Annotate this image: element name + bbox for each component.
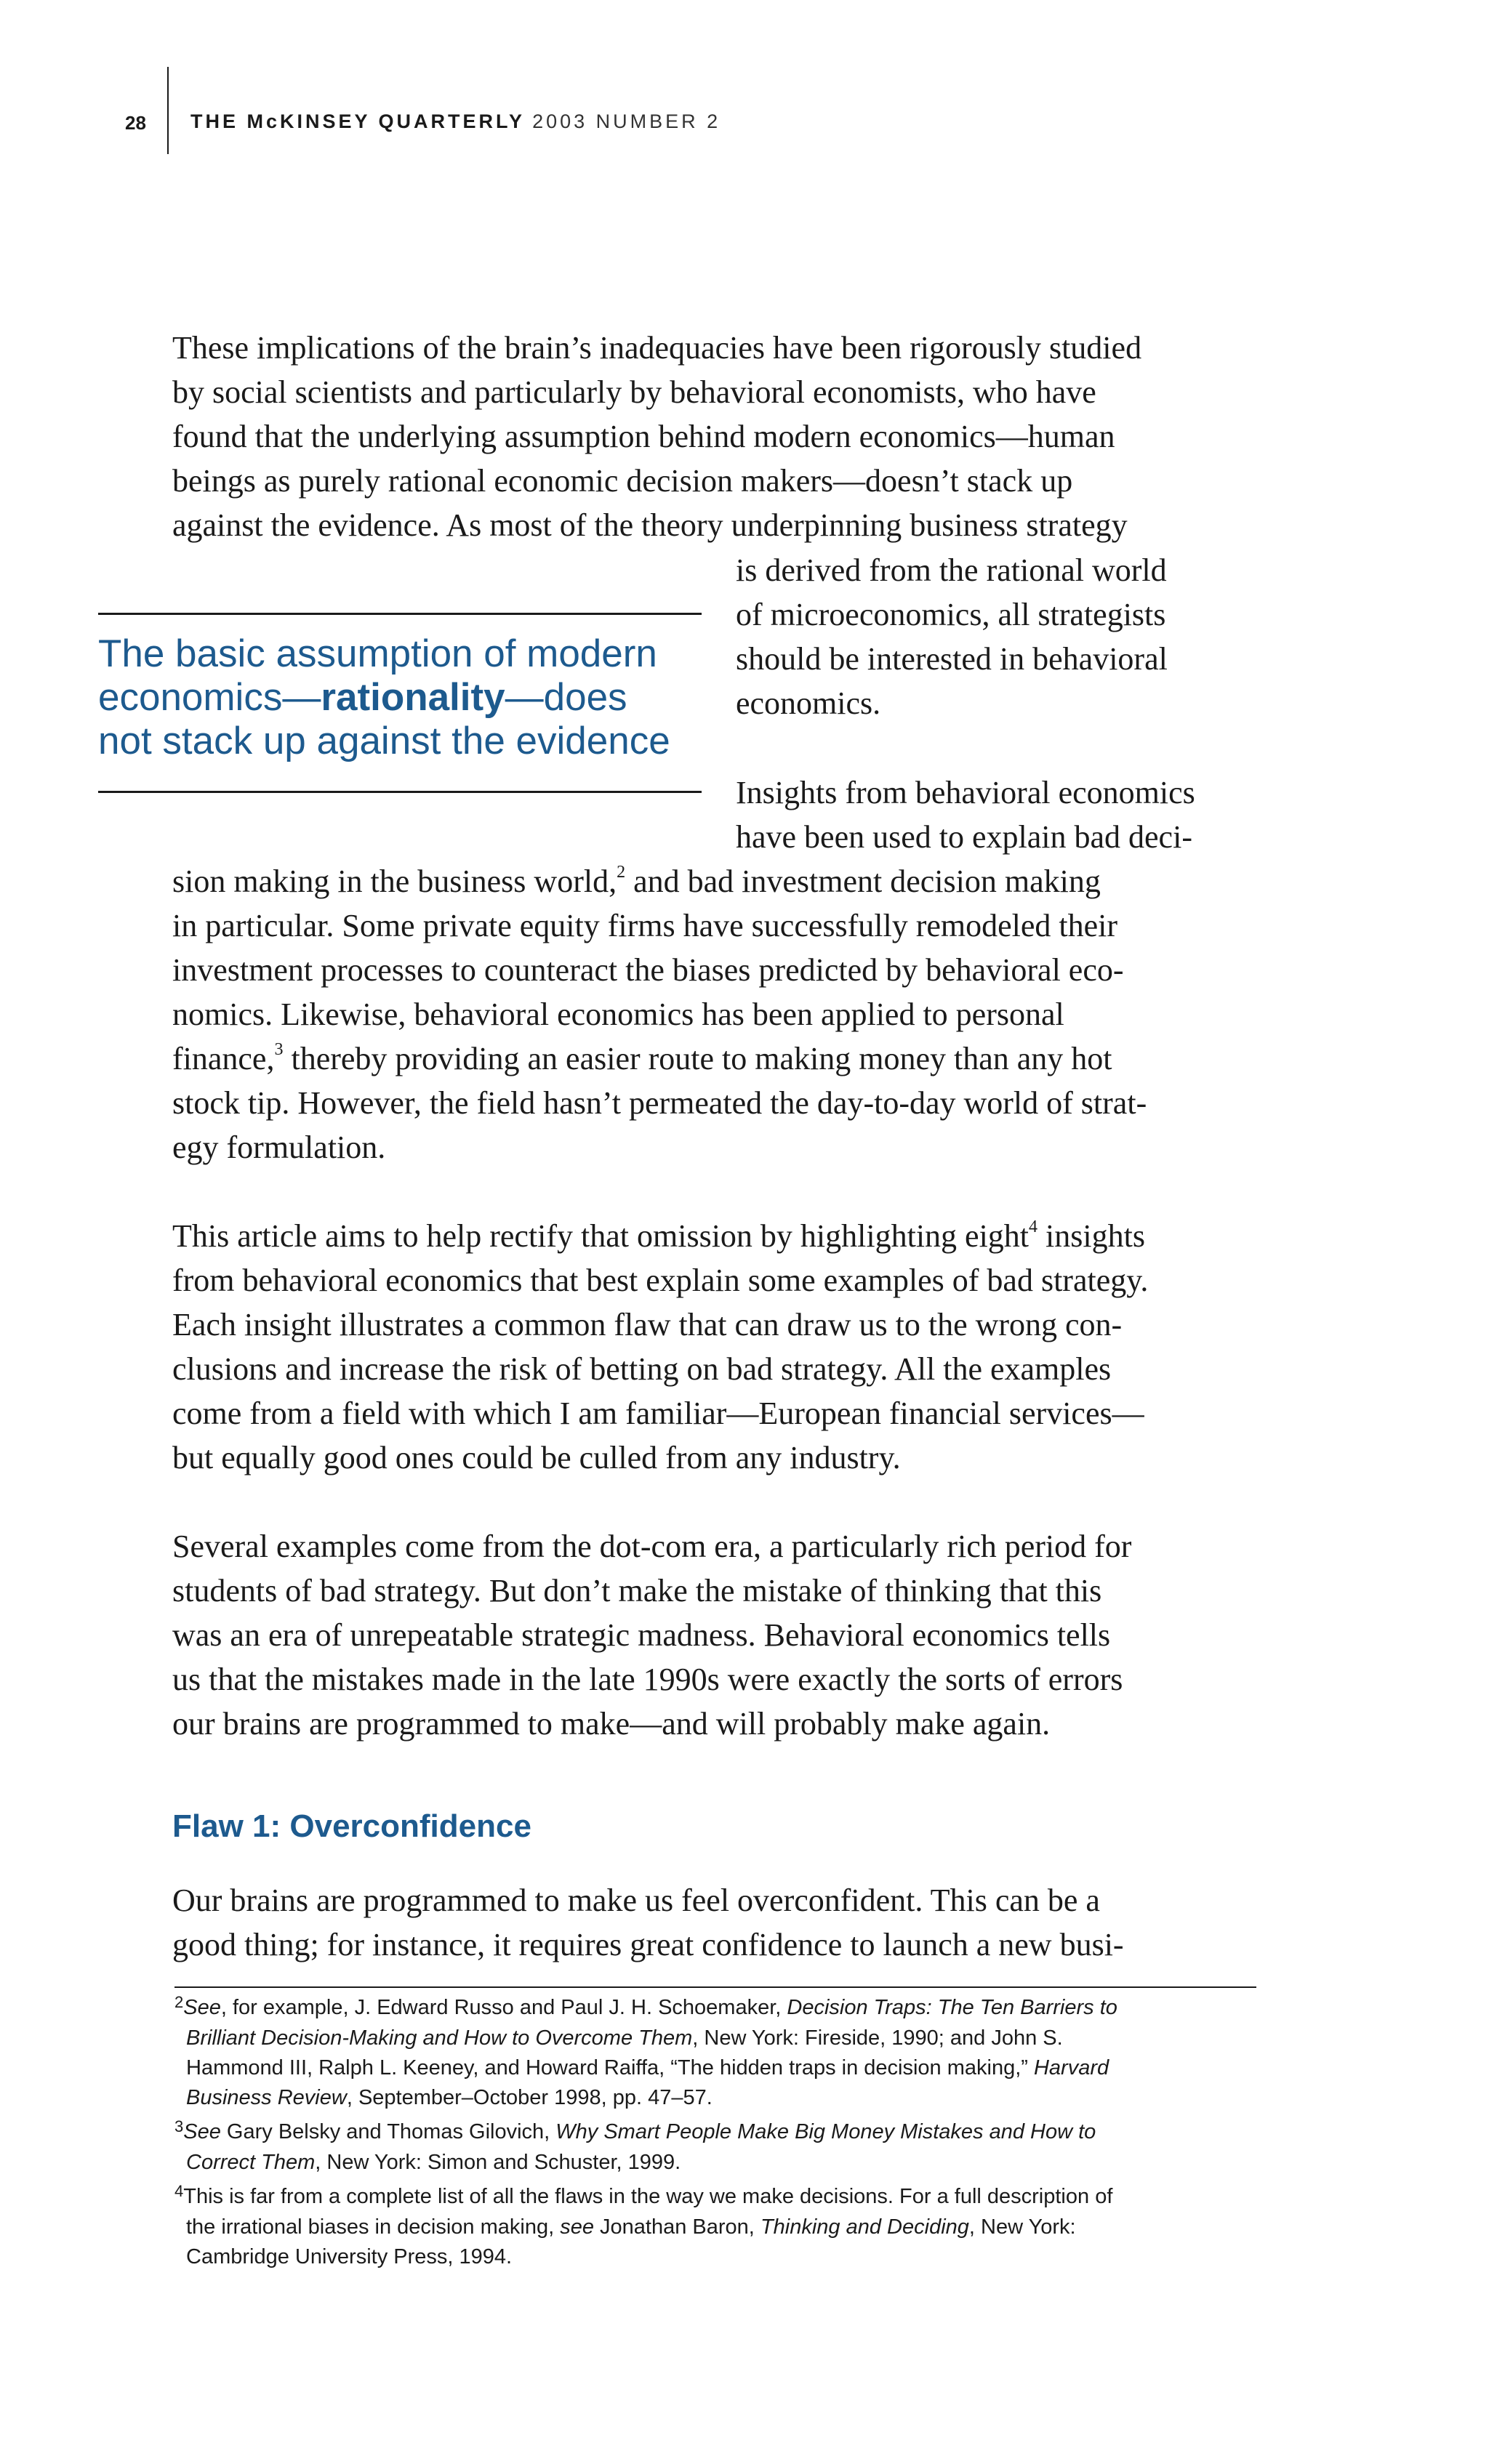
text-line: nomics. Likewise, behavioral economics has been applied to personal xyxy=(172,997,1064,1032)
text-segment: insights xyxy=(1038,1218,1145,1254)
footnote-text: , for example, J. Edward Russo and Paul J. H. Schoemaker, xyxy=(220,1996,787,2019)
section-heading-flaw-1: Flaw 1: Overconfidence xyxy=(172,1808,531,1844)
footnote-divider xyxy=(174,1986,1256,1988)
text-line: by social scientists and particularly by behavioral economists, who have xyxy=(172,374,1096,410)
text-segment: This article aims to help rectify that omission by highlighting eight xyxy=(172,1218,1030,1254)
footnote-line xyxy=(174,2213,1256,2242)
footnote-text: , New York: Simon and Schuster, 1999. xyxy=(315,2151,681,2174)
header-divider xyxy=(167,67,169,154)
text-line xyxy=(172,859,1263,903)
paragraph-2-full xyxy=(172,859,1263,1169)
footnote-line xyxy=(174,1993,1256,2024)
text-segment: sion making in the business world, xyxy=(172,863,617,899)
paragraph-4 xyxy=(172,1524,1263,1746)
text-line: Each insight illustrates a common flaw that can draw us to the wrong con- xyxy=(172,1307,1123,1342)
issue-label: 2003 NUMBER 2 xyxy=(532,110,721,132)
footnote-italic: Thinking and Deciding xyxy=(760,2215,969,2239)
page-number: 28 xyxy=(125,112,146,134)
footnote-italic: Business Review xyxy=(186,2086,347,2109)
footnote-italic: Why Smart People Make Big Money Mistakes and How to xyxy=(555,2120,1096,2143)
paragraph-3 xyxy=(172,1214,1263,1480)
footnote-text: , New York: xyxy=(968,2215,1076,2239)
pull-quote-bottom-rule xyxy=(98,791,702,793)
text-line: from behavioral economics that best explain some examples of bad strategy. xyxy=(172,1263,1149,1298)
footnote-text: , New York: Fireside, 1990; and John S. xyxy=(692,2026,1063,2050)
footnote-2 xyxy=(174,1993,1256,2113)
footnote-line xyxy=(174,2117,1256,2148)
text-line: is derived from the rational world xyxy=(736,552,1167,588)
footnote-ref: 3 xyxy=(274,1040,284,1059)
text-line: was an era of unrepeatable strategic madness. Behavioral economics tells xyxy=(172,1617,1111,1653)
pull-quote-text: —does xyxy=(505,676,627,719)
footnotes xyxy=(174,1993,1256,2276)
text-line: in particular. Some private equity firms have successfully remodeled their xyxy=(172,908,1118,943)
text-segment: thereby providing an easier route to making money than any hot xyxy=(283,1041,1112,1076)
text-line: egy formulation. xyxy=(172,1130,386,1165)
pull-quote-line: not stack up against the evidence xyxy=(98,720,670,762)
pull-quote-line: The basic assumption of modern xyxy=(98,632,657,675)
footnote-line xyxy=(174,2083,1256,2113)
footnote-italic: Decision Traps: The Ten Barriers to xyxy=(787,1996,1117,2019)
footnote-text: , September–October 1998, pp. 47–57. xyxy=(346,2086,713,2109)
footnote-line xyxy=(174,2053,1256,2083)
footnote-italic: Correct Them xyxy=(186,2151,316,2174)
text-line: have been used to explain bad deci- xyxy=(736,819,1192,855)
text-line: us that the mistakes made in the late 1990s were exactly the sorts of errors xyxy=(172,1662,1123,1697)
footnote-italic: See xyxy=(183,1996,221,2019)
footnote-3 xyxy=(174,2117,1256,2178)
text-line: Several examples come from the dot-com era, a particularly rich period for xyxy=(172,1529,1132,1564)
paragraph-flaw-1 xyxy=(172,1878,1263,1967)
footnote-number: 4 xyxy=(174,2182,184,2200)
text-line: These implications of the brain’s inadequacies have been rigorously studied xyxy=(172,330,1142,366)
footnote-text: Jonathan Baron, xyxy=(593,2215,760,2239)
text-line: investment processes to counteract the biases predicted by behavioral eco- xyxy=(172,952,1124,988)
text-line: should be interested in behavioral xyxy=(736,641,1168,677)
pull-quote-emphasis: rationality xyxy=(321,676,505,719)
footnote-text: Gary Belsky and Thomas Gilovich, xyxy=(220,2120,556,2143)
footnote-line xyxy=(174,2024,1256,2053)
pull-quote-text: economics— xyxy=(98,676,321,719)
text-segment: finance, xyxy=(172,1041,275,1076)
footnote-italic: See xyxy=(183,2120,221,2143)
text-line: of microeconomics, all strategists xyxy=(736,597,1166,632)
text-line: beings as purely rational economic decision makers—doesn’t stack up xyxy=(172,463,1073,499)
footnote-line xyxy=(174,2148,1256,2178)
text-line: good thing; for instance, it requires great confidence to launch a new busi- xyxy=(172,1927,1124,1962)
pull-quote-top-rule xyxy=(98,613,702,615)
text-line xyxy=(172,1214,1263,1258)
text-line: against the evidence. As most of the theory underpinning business strategy xyxy=(172,507,1128,543)
footnote-ref: 4 xyxy=(1029,1217,1038,1236)
footnote-line xyxy=(174,2182,1256,2213)
paragraph-2-wrap xyxy=(736,770,1259,859)
running-header xyxy=(0,102,1489,145)
pull-quote-line xyxy=(98,676,723,720)
text-segment: and bad investment decision making xyxy=(625,863,1101,899)
text-line: students of bad strategy. But don’t make the mistake of thinking that this xyxy=(172,1573,1102,1609)
pull-quote xyxy=(98,632,723,763)
text-line: stock tip. However, the field hasn’t permeated the day-to-day world of strat- xyxy=(172,1085,1147,1121)
publication-title xyxy=(190,110,721,133)
text-line: but equally good ones could be culled from any industry. xyxy=(172,1440,901,1475)
footnote-4 xyxy=(174,2182,1256,2272)
text-line: found that the underlying assumption behind modern economics—human xyxy=(172,419,1115,454)
footnote-italic: Harvard xyxy=(1033,2056,1109,2079)
text-line: economics. xyxy=(736,685,881,721)
footnote-text: Hammond III, Ralph L. Keeney, and Howard Raiffa, “The hidden traps in decision making,” xyxy=(186,2056,1034,2079)
magazine-name: THE McKINSEY QUARTERLY xyxy=(190,110,526,132)
footnote-ref: 2 xyxy=(617,863,626,882)
footnote-italic: Brilliant Decision-Making and How to Overcome Them xyxy=(186,2026,693,2050)
footnote-number: 3 xyxy=(174,2117,184,2135)
text-line xyxy=(172,1036,1263,1081)
footnote-line: Cambridge University Press, 1994. xyxy=(186,2245,513,2268)
text-line: Our brains are programmed to make us feel overconfident. This can be a xyxy=(172,1883,1100,1918)
paragraph-1-wrap xyxy=(736,548,1259,725)
footnote-number: 2 xyxy=(174,1993,184,2011)
text-line: Insights from behavioral economics xyxy=(736,775,1195,810)
text-line: clusions and increase the risk of betting on bad strategy. All the examples xyxy=(172,1351,1112,1387)
footnote-text: the irrational biases in decision making, xyxy=(186,2215,561,2239)
footnote-italic: see xyxy=(560,2215,594,2239)
footnote-text: This is far from a complete list of all the flaws in the way we make decisions. For a full description of xyxy=(183,2185,1113,2208)
text-line: our brains are programmed to make—and will probably make again. xyxy=(172,1706,1051,1742)
text-line: come from a field with which I am familiar—European financial services— xyxy=(172,1396,1144,1431)
paragraph-1-top xyxy=(172,326,1263,547)
